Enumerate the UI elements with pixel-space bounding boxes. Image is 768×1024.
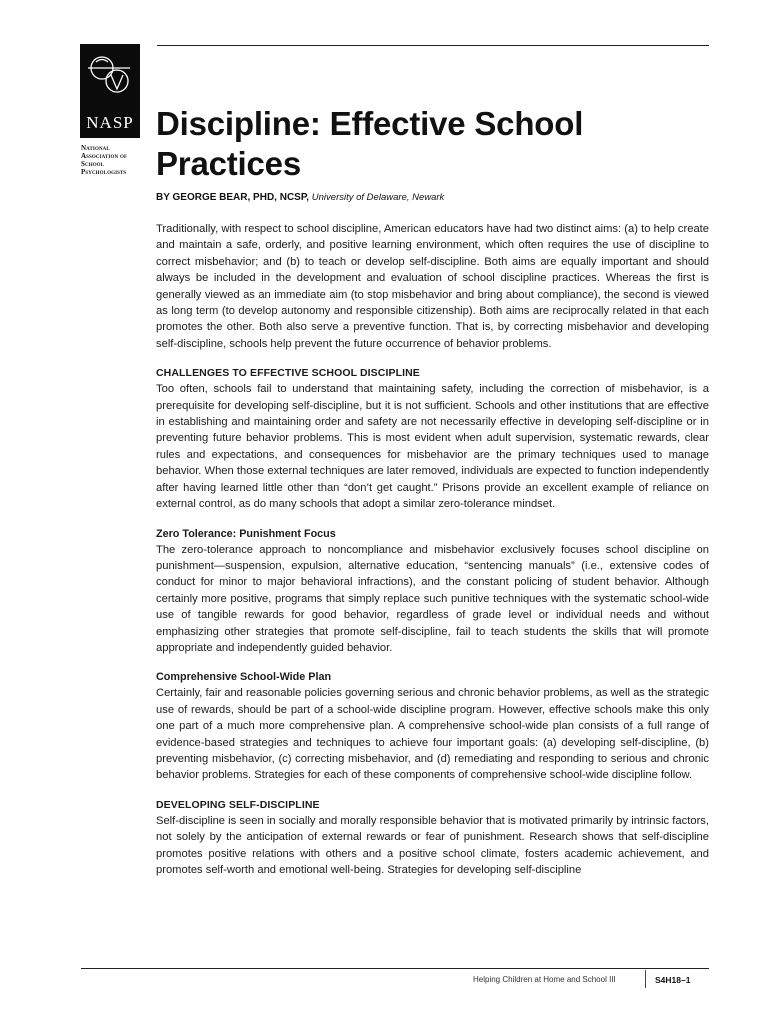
logo-text: NASP — [86, 113, 134, 132]
affiliation: University of Delaware, Newark — [311, 192, 445, 203]
org-line-4: Psychologists — [81, 168, 127, 176]
subsection-heading: Zero Tolerance: Punishment Focus — [156, 527, 336, 540]
nasp-emblem-icon — [80, 44, 140, 138]
section-paragraph: The zero-tolerance approach to noncompliance and misbehavior exclusively focuses school discipline on punishment—suspension, expulsion, alternative education, “sentencing manuals” (i.e., extensive codes of conduct for minor to major behavioral infractions), and the constant policing of student behavior. Although certainly more positive, programs that simply replace such punitive techniques with the systematic school-wide use of tangible rewards for good behavior, regardless of grade level or individual needs and without emphasizing other strategies that promote self-discipline, fail to teach students the skills that will promote appropriate and independently guided behavior. — [156, 543, 709, 654]
article-body — [156, 221, 709, 878]
byline — [156, 191, 444, 204]
intro-paragraph: Traditionally, with respect to school discipline, American educators have had two distinct aims: (a) to help create and maintain a safe, orderly, and positive learning environment, which often requires the use of discipline to correct misbehavior; and (b) to teach or develop self-discipline. Both aims are equally important and should always be included in the development and evaluation of school discipline practices. Whereas the first is generally viewed as an immediate aim (to stop misbehavior and bring about compliance), the second is viewed as long term (to develop autonomy and responsible citizenship). Both aims are reciprocally related in that each promotes the other. Both also serve a preventive function. That is, by correcting misbehavior and developing self-discipline, schools help prevent the future occurrence of behavior problems. — [156, 223, 709, 350]
section-heading: CHALLENGES TO EFFECTIVE SCHOOL DISCIPLINE — [156, 367, 420, 380]
section-paragraph: Self-discipline is seen in socially and morally responsible behavior that is motivated primarily by intrinsic factors, not solely by the anticipation of external rewards or fear of punishment. Research shows that self-discipline promotes positive relations with others and a positive school climate, fosters academic achievement, and promotes self-worth and emotional well-being. Strategies for developing self-discipline — [156, 814, 709, 876]
footer-divider — [645, 970, 646, 988]
section-heading: DEVELOPING SELF-DISCIPLINE — [156, 798, 320, 811]
organization-name — [81, 144, 157, 176]
org-line-1: National — [81, 144, 110, 152]
subsection-heading: Comprehensive School-Wide Plan — [156, 671, 332, 684]
section-paragraph: Too often, schools fail to understand that maintaining safety, including the correction of misbehavior, is a prerequisite for developing self-discipline, but it is not sufficient. Schools and other institutions that are effective in establishing and maintaining order and safety are not necessarily effective in developing self-discipline or in preventing future behavior problems. This is most evident when adult supervision, systematic rewards, clear rules and expectations, and consequences for misbehavior are the primary techniques used to manage behavior. When those external techniques are later removed, individuals are expected to function independently after having learned little other than “don’t get caught.” Prisons provide an excellent example of reliance on external control, as do many schools that adopt a similar zero-tolerance mindset. — [156, 383, 709, 511]
org-line-2: Association of — [81, 152, 128, 160]
nasp-logo — [80, 44, 140, 138]
footer-page-code: S4H18–1 — [655, 975, 691, 985]
section-paragraph: Certainly, fair and reasonable policies governing serious and chronic behavior problems, as well as the strategic use of rewards, should be part of a school-wide discipline program. However, effective schools make this only one part of a much more comprehensive plan. A comprehensive school-wide plan consists of a full range of evidence-based strategies and techniques to achieve four important goals: (a) developing self-discipline, (b) preventing misbehavior, (c) correcting misbehavior, and (d) remediating and responding to serious and chronic behavior problems. Strategies for each of these components of comprehensive school-wide discipline follow. — [156, 687, 709, 782]
header-rule — [157, 45, 709, 46]
org-line-3: School — [81, 160, 105, 168]
author: BY GEORGE BEAR, PHD, NCSP, — [156, 192, 309, 203]
footer-rule — [81, 968, 709, 969]
page-title: Discipline: Effective School Practices — [156, 105, 584, 182]
footer-publication: Helping Children at Home and School III — [473, 975, 616, 984]
